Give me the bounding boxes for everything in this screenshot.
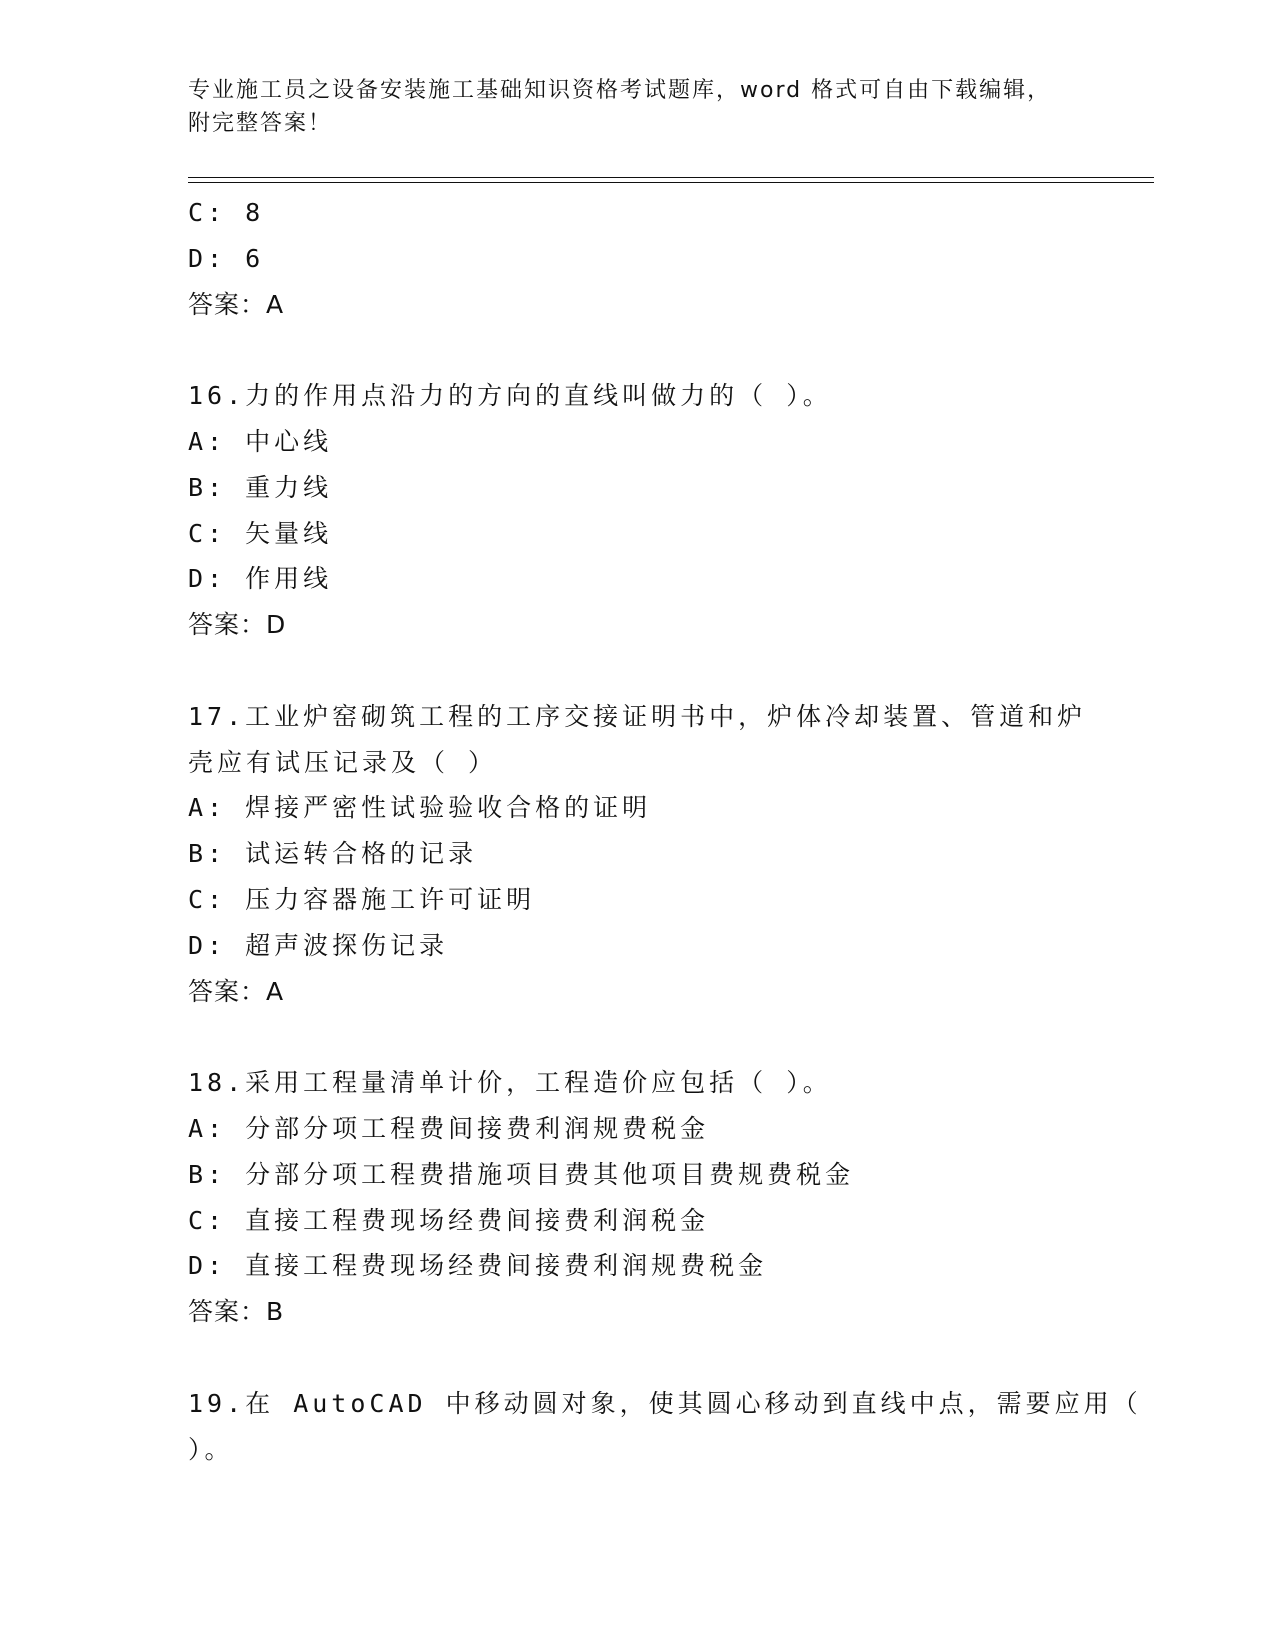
option-d: D: 直接工程费现场经费间接费利润规费税金	[188, 1251, 768, 1281]
question-stem: 18.采用工程量清单计价，工程造价应包括（ ）。	[188, 1068, 832, 1098]
question-list	[188, 190, 1142, 1472]
question-17	[188, 694, 1088, 1015]
spacer	[188, 327, 1088, 373]
option-a: A: 焊接严密性试验验收合格的证明	[188, 793, 652, 823]
question-stem-line-2: 壳应有试压记录及（ ）	[188, 747, 498, 777]
header-divider-bottom	[188, 182, 1154, 183]
question-stem-line-2: ）。	[188, 1434, 234, 1464]
option-a: A: 中心线	[188, 426, 333, 456]
answer-line: 答案：D	[188, 610, 287, 640]
spacer	[188, 648, 1088, 694]
option-c: C: 8	[188, 198, 265, 227]
option-b: B: 重力线	[188, 472, 333, 502]
option-c: C: 直接工程费现场经费间接费利润税金	[188, 1205, 710, 1235]
question-16	[188, 373, 1088, 648]
header-line-1: 专业施工员之设备安装施工基础知识资格考试题库，word 格式可自由下载编辑，	[188, 78, 1052, 103]
answer-line: 答案：A	[188, 976, 285, 1006]
option-a: A: 分部分项工程费间接费利润规费税金	[188, 1113, 710, 1143]
option-b: B: 分部分项工程费措施项目费其他项目费规费税金	[188, 1159, 855, 1189]
header-divider-top	[188, 177, 1154, 178]
question-stem-line-1: 17.工业炉窑砌筑工程的工序交接证明书中，炉体冷却装置、管道和炉	[188, 701, 1087, 731]
question-18	[188, 1060, 1088, 1335]
question-15-tail	[188, 190, 1088, 327]
option-d: D: 作用线	[188, 564, 333, 594]
option-d: D: 超声波探伤记录	[188, 930, 449, 960]
header-line-2: 附完整答案！	[188, 111, 333, 136]
answer-line: 答案：A	[188, 289, 285, 319]
spacer	[188, 1014, 1088, 1060]
answer-line: 答案：B	[188, 1297, 285, 1327]
option-d: D: 6	[188, 243, 265, 273]
question-stem: 16.力的作用点沿力的方向的直线叫做力的（ ）。	[188, 381, 832, 411]
question-19	[188, 1381, 1142, 1473]
option-c: C: 压力容器施工许可证明	[188, 884, 536, 914]
option-b: B: 试运转合格的记录	[188, 839, 478, 869]
question-stem-line-1: 19.在 AutoCAD 中移动圆对象，使其圆心移动到直线中点，需要应用（	[188, 1388, 1142, 1418]
option-c: C: 矢量线	[188, 518, 333, 548]
document-header	[188, 74, 1068, 140]
spacer	[188, 1335, 1088, 1381]
